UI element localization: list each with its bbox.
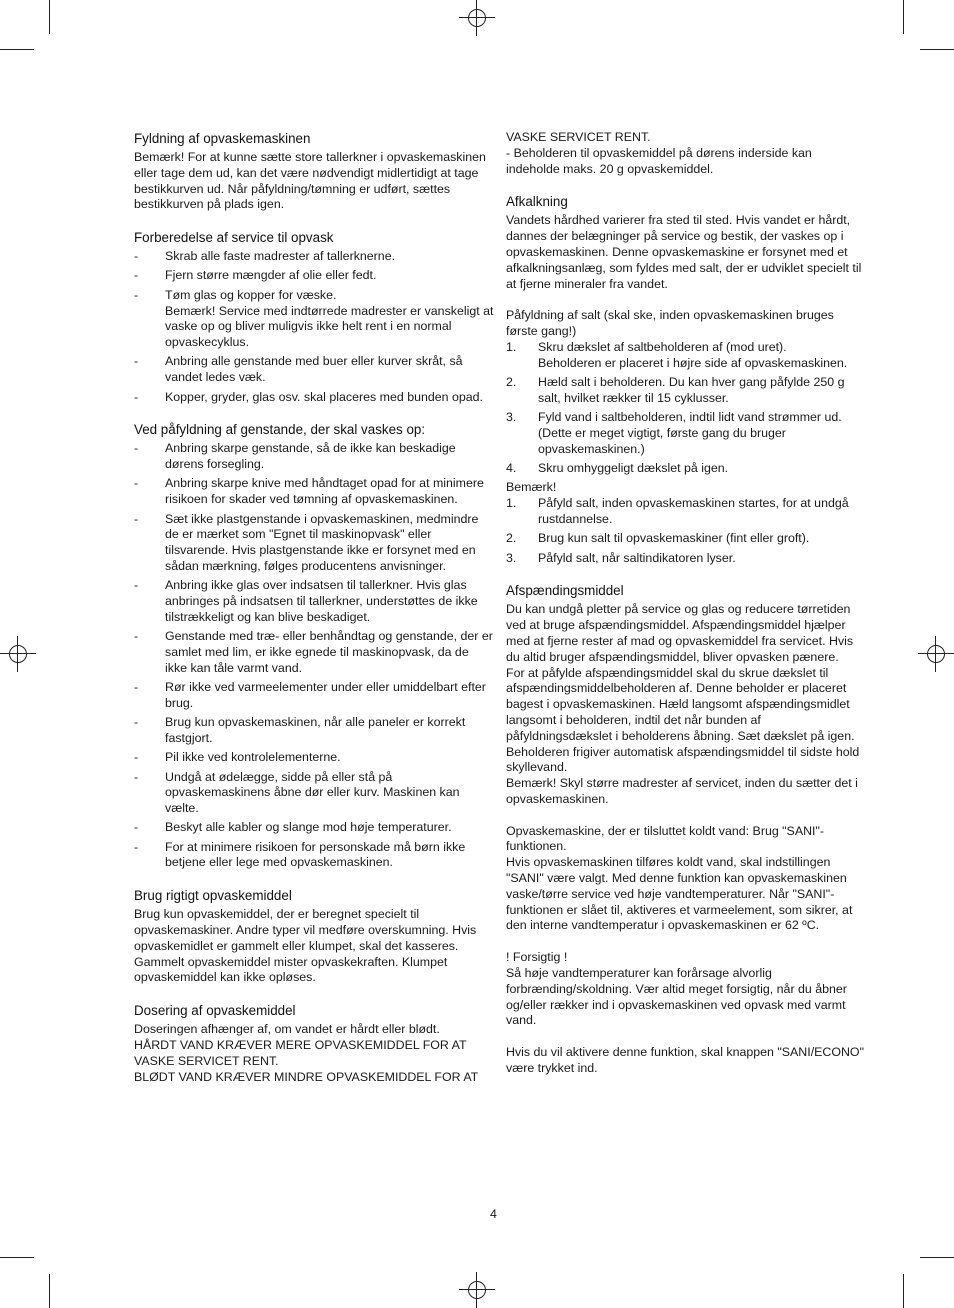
list-item: - Tøm glas og kopper for væske. Bemærk! Service med indtørrede madrester er vanskeligt at vaske op og bliver muligvis ikke helt rent i en normal opvaskecyklus.	[134, 288, 494, 351]
list-item: - Beskyt alle kabler og slange mod høje temperaturer.	[134, 820, 494, 836]
list-item: - Undgå at ødelægge, sidde på eller stå på opvaskemaskinens åbne dør eller kurv. Maskinen kan vælte.	[134, 770, 494, 817]
step-text: Påfyld salt, når saltindikatoren lyser.	[538, 550, 736, 565]
step-number: 2.	[506, 531, 517, 546]
registration-mark-bottom	[459, 1272, 495, 1308]
crop-mark	[49, 1274, 50, 1308]
section-descaling	[506, 193, 868, 566]
list-item: - Fjern større mængder af olie eller fedt.	[134, 268, 494, 284]
list-item: - Kopper, gryder, glas osv. skal placeres med bunden opad.	[134, 390, 494, 406]
right-column	[506, 130, 868, 1093]
warning-text: ! Forsigtig ! Så høje vandtemperaturer kan forårsage alvorlig forbrænding/skoldning. Vær altid meget forsigtig, når du åbner og/eller rækker ind i opvaskemaskinen ved opvask med varmt vand.	[506, 950, 847, 1028]
step-text: Skru dækslet af saltbeholderen af (mod uret). Beholderen er placeret i højre side af opvaskemaskinen.	[538, 339, 848, 370]
section-heading: Forberedelse af service til opvask	[134, 230, 334, 246]
dash-list	[134, 249, 494, 405]
step-number: 3.	[506, 410, 517, 425]
list-item: - Genstande med træ- eller benhåndtag og genstande, der er samlet med lim, er ikke egnede til maskinopvask, da de ikke kan tåle varmt vand.	[134, 629, 494, 676]
step-number: 3.	[506, 550, 517, 565]
list-item: - Rør ikke ved varmeelementer under eller umiddelbart efter brug.	[134, 680, 494, 712]
step-text: Skru omhyggeligt dækslet på igen.	[538, 461, 729, 476]
step-number: 2.	[506, 375, 517, 390]
list-item: - Anbring skarpe genstande, så de ikke kan beskadige dørens forsegling.	[134, 441, 494, 473]
note-label: Bemærk!	[506, 480, 557, 495]
list-item: - Pil ikke ved kontrolelementerne.	[134, 750, 494, 766]
section-text: Du kan undgå pletter på service og glas og reducere tørretiden ved at bruge afspændingsmiddel. Afspændingsmiddel hjælper med at fjerne rester af mad og opvaskemiddel fra servicet. Hvis du altid bruger afspændingsmiddel, bliver opvasken pænere. For at påfylde afspændingsmiddel skal du skrue dækslet til afspændingsmiddelbeholderen af. Denne beholder er placeret bagest i opvaskemaskinen. Hæld langsomt afspændingsmidlet langsomt i beholderen, indtil det når bunden af påfyldningsdækslet i beholderens åbning. Sæt dækslet på igen. Beholderen frigiver automatisk afspændingsmiddel til sidste hold skyllevand. Bemærk! Skyl større madrester af servicet, inden du sætter det i opvaskemaskinen.	[506, 602, 860, 806]
crop-mark	[49, 0, 50, 34]
step-text: Brug kun salt til opvaskemaskiner (fint eller groft).	[538, 531, 810, 546]
left-column	[134, 130, 494, 1101]
section-text: Brug kun opvaskemiddel, der er beregnet specielt til opvaskemaskiner. Andre typer vil medføre overskumning. Hvis opvaskemidlet er gammelt eller klumpet, skal det kasseres. Gammelt opvaskemiddel mister opvaskekraften. Klumpet opvaskemiddel kan ikke opløses.	[134, 907, 477, 985]
section-heading: Afkalkning	[506, 194, 568, 210]
section-text: Vandets hårdhed varierer fra sted til sted. Hvis vandet er hårdt, dannes der belægninger på service og bestik, der vaskes op i opvaskemaskinen. Denne opvaskemaskine er forsynet med et afkalkningsanlæg, som fyldes med salt, der er udviklet specielt til at fjerne mineraler fra vandet.	[506, 213, 862, 291]
step-text: Fyld vand i saltbeholderen, indtil lidt vand strømmer ud. (Dette er meget vigtigt, første gang du bruger opvaskemaskinen.)	[538, 410, 842, 456]
list-item: - Skrab alle faste madrester af tallerknerne.	[134, 249, 494, 265]
list-item: - Anbring alle genstande med buer eller kurver skråt, så vandet ledes væk.	[134, 354, 494, 386]
salt-steps	[506, 340, 868, 477]
page-number: 4	[490, 1207, 497, 1221]
step-text: Påfyld salt, inden opvaskemaskinen startes, for at undgå rustdannelse.	[538, 496, 849, 526]
list-item	[506, 340, 868, 372]
registration-mark-left	[0, 636, 36, 672]
step-number: 1.	[506, 339, 517, 354]
crop-mark	[0, 1257, 34, 1258]
crop-mark	[0, 49, 34, 50]
crop-mark	[903, 1274, 904, 1308]
registration-mark-top	[459, 0, 495, 36]
step-text: Hæld salt i beholderen. Du kan hver gang påfylde 250 g salt, hvilket rækker til 15 cyklusser.	[538, 375, 845, 405]
section-rinse-aid	[506, 582, 868, 1077]
section-loading	[134, 421, 494, 871]
dosing-continued-text: VASKE SERVICET RENT. - Beholderen til opvaskemiddel på dørens inderside kan indeholde maks. 20 g opvaskemiddel.	[506, 130, 812, 176]
crop-mark	[920, 49, 954, 50]
crop-mark	[920, 1257, 954, 1258]
list-item: - For at minimere risikoen for personskade må børn ikke betjene eller lege med opvaskemaskinen.	[134, 840, 494, 872]
list-item: - Brug kun opvaskemaskinen, når alle paneler er korrekt fastgjort.	[134, 715, 494, 747]
salt-intro: Påfyldning af salt (skal ske, inden opvaskemaskinen bruges første gang!)	[506, 308, 834, 339]
section-detergent	[134, 887, 494, 986]
list-item	[506, 461, 868, 477]
crop-mark	[903, 0, 904, 34]
section-heading: Dosering af opvaskemiddel	[134, 1003, 296, 1019]
step-number: 4.	[506, 461, 517, 476]
list-item	[506, 551, 868, 567]
list-item: - Anbring skarpe knive med håndtaget opad for at minimere risikoen for skader ved tømning af opvaskemaskinen.	[134, 476, 494, 508]
sani-text: Opvaskemaskine, der er tilsluttet koldt vand: Brug "SANI"-funktionen. Hvis opvaskemaskinen tilføres koldt vand, skal indstillingen "SANI" være valgt. Med denne funktion kan opvaskemaskinen vaske/tørre service ved høje vandtemperaturer. Når "SANI"-funktionen er slået til, aktiveres et varmeelement, som sikrer, at den interne vandtemperatur i opvaskemaskinen er 62 ºC.	[506, 823, 853, 933]
list-item: - Sæt ikke plastgenstande i opvaskemaskinen, medmindre de er mærket som "Egnet til maskinopvask" eller tilsvarende. Hvis plastgenstande ikke er forsynet med en sådan mærkning, følges producentens anvisninger.	[134, 512, 494, 575]
registration-mark-right	[918, 636, 954, 672]
note-list	[506, 496, 868, 566]
section-preparation	[134, 229, 494, 405]
section-text: Doseringen afhænger af, om vandet er hårdt eller blødt. HÅRDT VAND KRÆVER MERE OPVASKEMIDDEL FOR AT VASKE SERVICET RENT. BLØDT VAND KRÆVER MINDRE OPVASKEMIDDEL FOR AT	[134, 1022, 479, 1084]
section-dosing	[134, 1002, 494, 1085]
section-heading: Ved påfyldning af genstande, der skal vaskes op:	[134, 422, 426, 438]
activate-text: Hvis du vil aktivere denne funktion, skal knappen "SANI/ECONO" være trykket ind.	[506, 1045, 864, 1076]
list-item	[506, 496, 868, 528]
list-item	[506, 531, 868, 547]
list-item	[506, 410, 868, 457]
list-item: - Anbring ikke glas over indsatsen til tallerkner. Hvis glas anbringes på indsatsen til tallerkner, understøttes de ikke tilstrækkeligt og kan blive beskadiget.	[134, 578, 494, 625]
section-filling	[134, 130, 494, 213]
list-item	[506, 375, 868, 407]
step-number: 1.	[506, 496, 517, 511]
dash-list	[134, 441, 494, 871]
section-heading: Fyldning af opvaskemaskinen	[134, 131, 311, 146]
section-heading: Brug rigtigt opvaskemiddel	[134, 888, 292, 904]
section-text: Bemærk! For at kunne sætte store tallerkner i opvaskemaskinen eller tage dem ud, kan det være nødvendigt midlertidigt at tage bestikkurven ud. Når påfyldning/tømning er udført, sættes bestikkurven på plads igen.	[134, 150, 486, 212]
section-heading: Afspændingsmiddel	[506, 583, 624, 599]
